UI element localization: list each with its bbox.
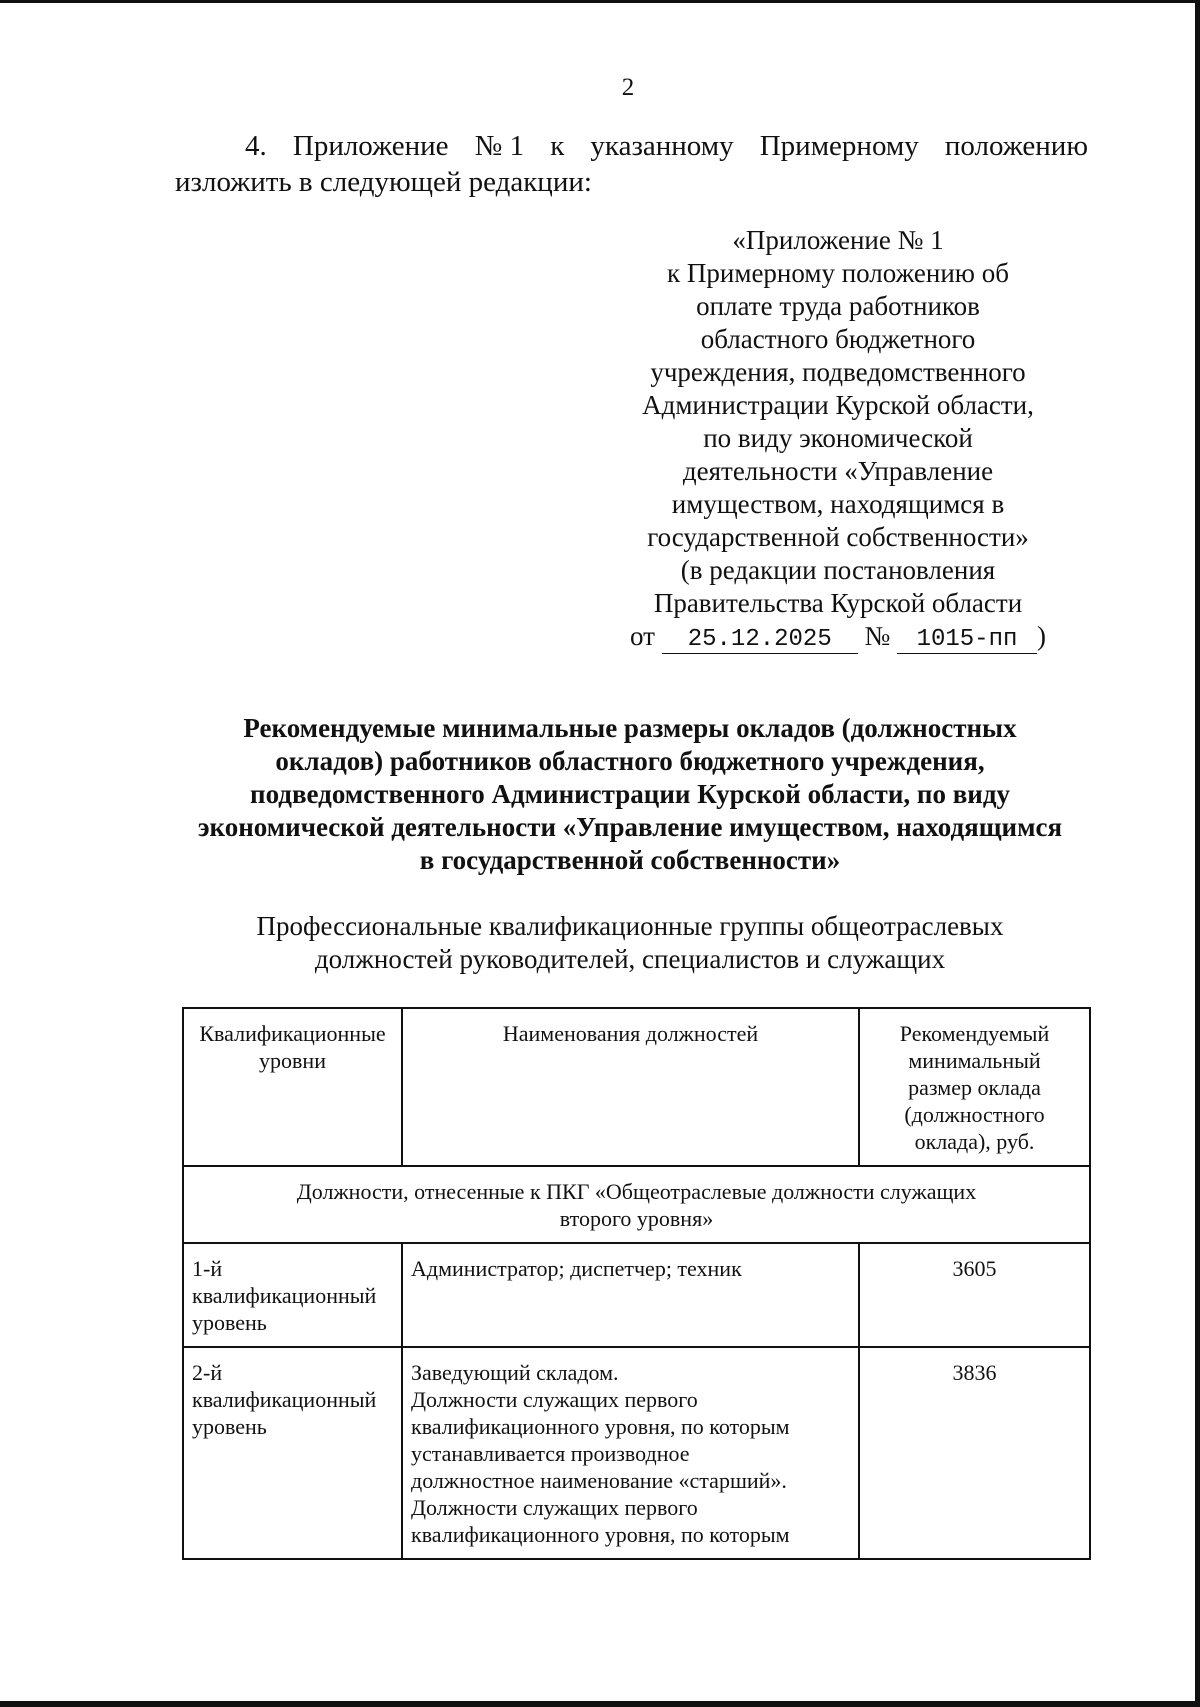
intro-word: положению [944,130,1088,162]
annex-line: государственной собственности» [647,522,1029,552]
header-positions: Наименования должностей [402,1008,859,1166]
annex-line: областного бюджетного [700,324,976,354]
annex-header [600,224,1076,654]
intro-word: указанному [590,130,734,162]
resolution-reference: от 25.12.2025 № 1015-пп ) [630,621,1046,653]
annex-line: по виду экономической [703,423,973,453]
intro-annex-number: № 1 [474,130,525,162]
annex-line: оплате труда работников [696,291,980,321]
document-title: Рекомендуемые минимальные размеры окладов (должностных окладов) работников областного бюджетного учреждения, подведомственного Администрации Курской области, по виду экономической деятельности «Управление имуществом, находящимся в государственной собственности» [197,713,1063,875]
annex-line: деятельности «Управление [682,456,994,486]
cell-salary: 3605 [859,1243,1090,1347]
annex-line: Правительства Курской области [653,588,1023,618]
annex-line: учреждения, подведомственного [650,357,1026,387]
annex-line: Администрации Курской области, [642,390,1034,420]
intro-word: Примерному [759,130,919,162]
header-salary: Рекомендуемый минимальный размер оклада (должностного оклада), руб. [859,1008,1090,1166]
table-row [183,1243,1090,1347]
annex-line: к Примерному положению об [667,258,1009,288]
intro-word: Приложение [292,130,449,162]
table-row [183,1347,1090,1559]
page-number: 2 [621,74,635,101]
resolution-number: 1015-пп [897,626,1037,654]
cell-level: 2-й квалификационный уровень [183,1347,402,1559]
cell-level: 1-й квалификационный уровень [183,1243,402,1347]
document-subtitle: Профессиональные квалификационные группы общеотраслевых должностей руководителей, специалистов и служащих [256,911,1004,974]
resolution-date: 25.12.2025 [662,626,858,654]
intro-paragraph [175,128,1088,200]
annex-line: имуществом, находящимся в [671,489,1005,519]
intro-word: к [550,130,565,162]
table-group-row [183,1166,1090,1243]
cell-positions: Заведующий складом. Должности служащих первого квалификационного уровня, по которым устанавливается производное должностное наименование «старший». Должности служащих первого квалификационного уровня, по которым [402,1347,859,1559]
header-levels: Квалификационные уровни [183,1008,402,1166]
table-header-row [183,1008,1090,1166]
salary-table [182,1007,1091,1560]
intro-line-2: изложить в следующей редакции: [175,166,592,198]
group-title: Должности, отнесенные к ПКГ «Общеотраслевые должности служащих второго уровня» [183,1166,1090,1243]
cell-salary: 3836 [859,1347,1090,1559]
intro-line-1 [175,128,1088,164]
item-number: 4. [245,130,267,162]
annex-line: (в редакции постановления [680,555,996,585]
cell-positions: Администратор; диспетчер; техник [402,1243,859,1347]
annex-line: «Приложение № 1 [732,225,944,255]
